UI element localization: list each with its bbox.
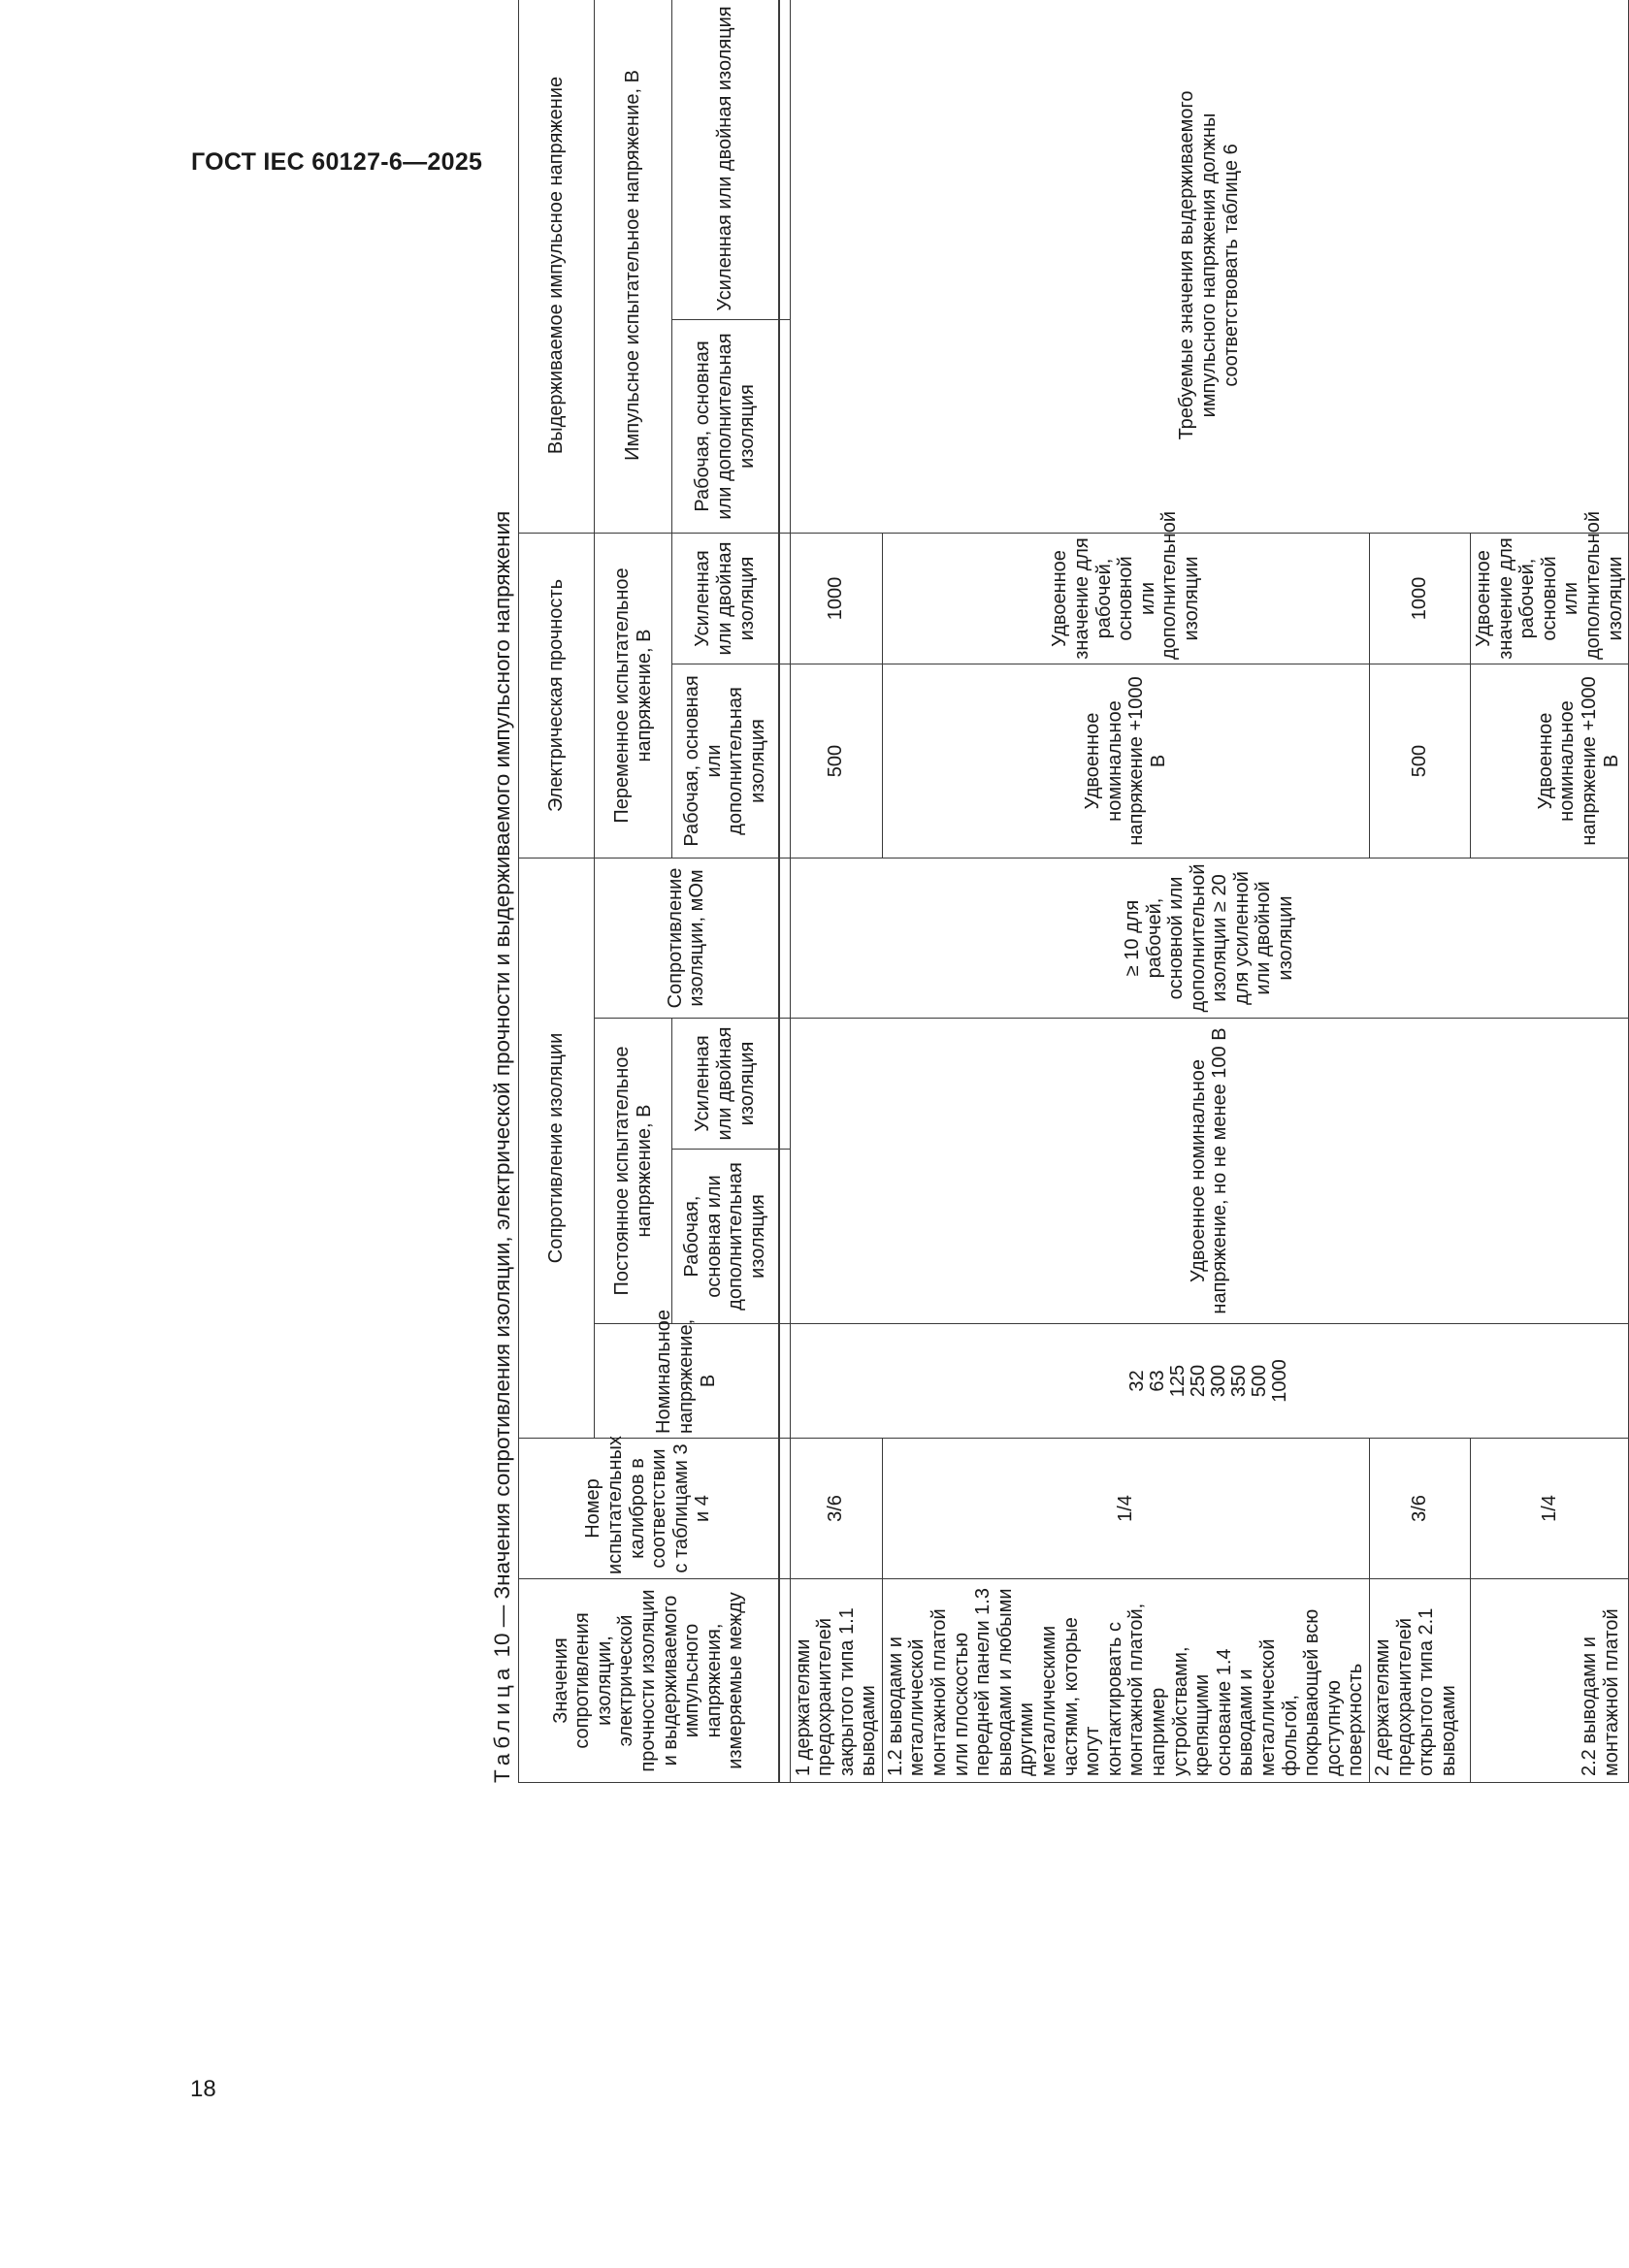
header-dc-basic: Рабочая, основная или дополнительная изоляция bbox=[672, 1150, 779, 1324]
table-caption bbox=[487, 0, 518, 1783]
ac-reinforced-cell: 1000 bbox=[790, 533, 882, 664]
ac-basic-cell: Удвоенное номинальное напряжение +1000 В bbox=[1470, 664, 1628, 859]
ac-reinforced-cell: 1000 bbox=[1369, 533, 1470, 664]
header-dc-test-voltage: Постоянное испытательное напряжение, В bbox=[595, 1019, 672, 1324]
row-label: 1 держателями предохранителей закрытого типа 1.1 выводами bbox=[790, 1579, 882, 1783]
insulation-table bbox=[518, 0, 1629, 1783]
header-impulse: Выдерживаемое импульсное напряжение bbox=[519, 0, 595, 533]
impulse-requirement-cell: Требуемые значения выдерживаемого импульсного напряжения должны соответствовать таблице 6 bbox=[790, 0, 1629, 533]
rotated-table-block bbox=[487, 0, 1626, 1783]
header-ac-test-voltage: Переменное испытательное напряжение, В bbox=[595, 533, 672, 858]
table-row bbox=[790, 0, 882, 1783]
row-gauge: 1/4 bbox=[882, 1439, 1369, 1579]
header-dc-reinforced: Усиленная или двойная изоляция bbox=[672, 1019, 779, 1150]
row-gauge: 1/4 bbox=[1470, 1439, 1628, 1579]
table-caption-prefix: Таблица bbox=[490, 1663, 514, 1783]
dc-test-voltage-cell: Удвоенное номинальное напряжение, но не менее 100 В bbox=[790, 1019, 1629, 1324]
header-insulation-resistance: Сопротивление изоляции bbox=[519, 859, 595, 1439]
header-row-1 bbox=[519, 0, 595, 1783]
resistance-cell: ≥ 10 для рабочей, основной или дополнительной изоляции ≥ 20 для усиленной или двойной изоляции bbox=[790, 859, 1629, 1019]
table-caption-text: 10 — Значения сопротивления изоляции, электрической прочности и выдерживаемого импульсного напряжения bbox=[490, 510, 514, 1658]
header-ac-reinforced: Усиленная или двойная изоляция bbox=[672, 533, 779, 664]
row-label: 2 держателями предохранителей открытого типа 2.1 выводами bbox=[1369, 1579, 1470, 1783]
header-ac-basic: Рабочая, основная или дополнительная изоляция bbox=[672, 664, 779, 859]
header-between: Значения сопротивления изоляции, электрической прочности изоляции и выдерживаемого импульсного напряжения, измеряемые между bbox=[519, 1579, 779, 1783]
header-impulse-reinforced: Усиленная или двойная изоляция bbox=[672, 0, 779, 319]
header-resistance: Сопротивление изоляции, мОм bbox=[595, 859, 779, 1019]
document-code: ГОСТ IEC 60127-6—2025 bbox=[191, 148, 483, 176]
row-label: 1.2 выводами и металлической монтажной платой или плоскостью передней панели 1.3 выводами и любыми другими металлическими частями, которые могут контактировать с монтажной платой, например устройствами, крепящими основание 1.4 выводами и металлической фольгой, покрывающей всю доступную поверхность bbox=[882, 1579, 1369, 1783]
rated-voltages-cell: 32 63 125 250 300 350 500 1000 bbox=[790, 1324, 1629, 1439]
row-gauge: 3/6 bbox=[1369, 1439, 1470, 1579]
header-impulse-test-voltage: Импульсное испытательное напряжение, В bbox=[595, 0, 672, 533]
ac-basic-cell: Удвоенное номинальное напряжение +1000 В bbox=[882, 664, 1369, 859]
header-rated-voltage: Номинальное напряжение, В bbox=[595, 1324, 779, 1439]
header-dielectric-strength: Электрическая прочность bbox=[519, 533, 595, 858]
row-gauge: 3/6 bbox=[790, 1439, 882, 1579]
ac-basic-cell: 500 bbox=[1369, 664, 1470, 859]
header-gap-row bbox=[779, 0, 791, 1783]
ac-basic-cell: 500 bbox=[790, 664, 882, 859]
header-gauge: Номер испытательных калибров в соответствии с таблицами 3 и 4 bbox=[519, 1439, 779, 1579]
ac-reinforced-cell: Удвоенное значение для рабочей, основной или дополнительной изоляции bbox=[1470, 533, 1628, 664]
ac-reinforced-cell: Удвоенное значение для рабочей, основной или дополнительной изоляции bbox=[882, 533, 1369, 664]
header-impulse-basic: Рабочая, основная или дополнительная изоляция bbox=[672, 319, 779, 533]
page-number: 18 bbox=[190, 2076, 216, 2102]
row-label: 2.2 выводами и монтажной платой bbox=[1470, 1579, 1628, 1783]
